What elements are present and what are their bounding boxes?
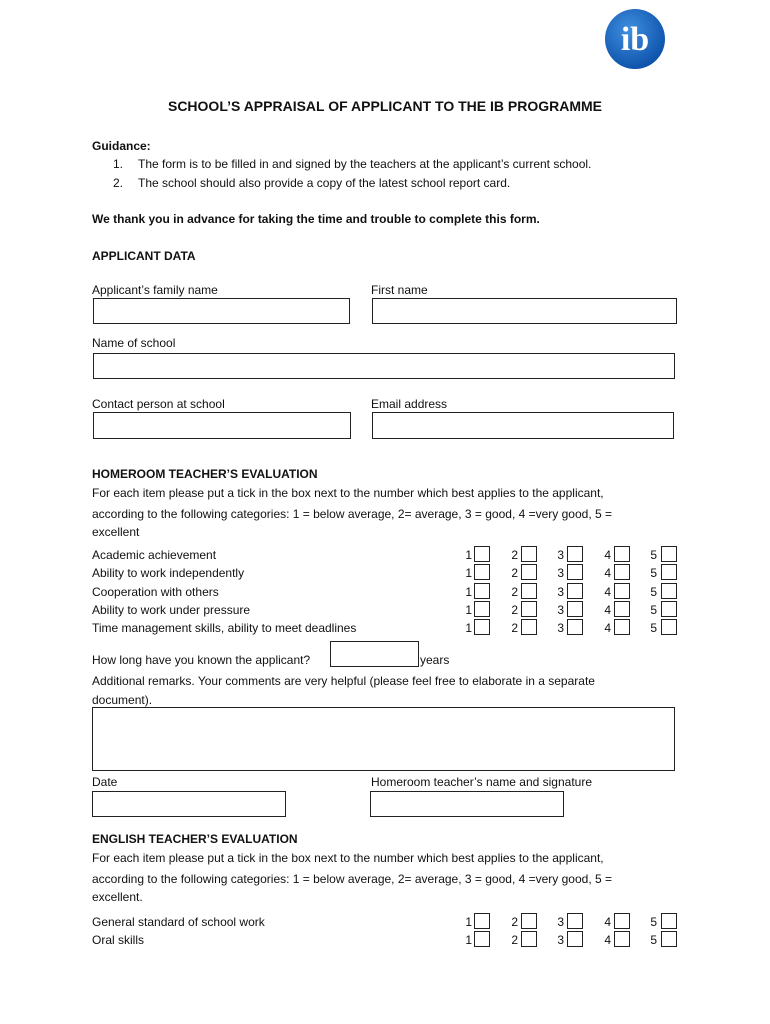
rating-checkbox[interactable]: [661, 583, 677, 599]
thanks-text: We thank you in advance for taking the time and trouble to complete this form.: [92, 212, 540, 226]
family-name-field[interactable]: [93, 298, 350, 324]
rating-checkbox[interactable]: [474, 913, 490, 929]
rating-checkbox[interactable]: [521, 931, 537, 947]
rating-number: 2: [511, 933, 518, 948]
rating-checkbox[interactable]: [521, 601, 537, 617]
signature-field[interactable]: [370, 791, 564, 817]
page-title: SCHOOL’S APPRAISAL OF APPLICANT TO THE IB PROGRAMME: [167, 98, 603, 114]
rating-number: 1: [465, 584, 472, 599]
rating-checkbox[interactable]: [474, 564, 490, 580]
rating-checkbox[interactable]: [614, 564, 630, 580]
guidance-num: 2.: [113, 176, 124, 190]
rating-number: 5: [650, 566, 657, 581]
rating-checkbox[interactable]: [474, 583, 490, 599]
guidance-item: The form is to be filled in and signed by the teachers at the applicant’s current school.: [138, 157, 592, 171]
rating-number: 4: [604, 602, 611, 617]
english-item-label: General standard of school work: [92, 915, 265, 929]
date-label: Date: [92, 775, 118, 789]
rating-number: 3: [557, 621, 564, 636]
first-name-label: First name: [371, 283, 428, 297]
rating-number: 4: [604, 548, 611, 562]
rating-checkbox[interactable]: [474, 601, 490, 617]
homeroom-item-label: Ability to work independently: [92, 566, 245, 581]
rating-checkbox[interactable]: [614, 913, 630, 929]
rating-number: 3: [557, 548, 564, 562]
rating-checkbox[interactable]: [474, 546, 490, 562]
contact-label: Contact person at school: [92, 397, 225, 411]
rating-number: 1: [465, 915, 472, 929]
rating-number: 3: [557, 566, 564, 581]
rating-checkbox[interactable]: [614, 931, 630, 947]
rating-number: 4: [604, 933, 611, 948]
rating-number: 5: [650, 602, 657, 617]
rating-number: 5: [650, 548, 657, 562]
email-label: Email address: [371, 397, 448, 411]
rating-number: 5: [650, 915, 657, 929]
rating-checkbox[interactable]: [474, 619, 490, 635]
rating-checkbox[interactable]: [567, 913, 583, 929]
years-label: years: [420, 653, 450, 667]
rating-number: 1: [465, 621, 472, 636]
rating-number: 2: [511, 621, 518, 636]
remarks-field[interactable]: [92, 707, 675, 771]
rating-checkbox[interactable]: [661, 601, 677, 617]
rating-checkbox[interactable]: [614, 601, 630, 617]
rating-number: 5: [650, 584, 657, 599]
rating-checkbox[interactable]: [521, 583, 537, 599]
rating-checkbox[interactable]: [614, 583, 630, 599]
english-instructions: according to the following categories: 1 = below average, 2= average, 3 = good, 4 =very good, 5 =: [92, 872, 613, 886]
rating-number: 4: [604, 915, 611, 929]
rating-number: 1: [465, 933, 472, 948]
rating-number: 2: [511, 602, 518, 617]
rating-checkbox[interactable]: [567, 564, 583, 580]
ib-logo-text: ib: [620, 21, 650, 58]
rating-checkbox[interactable]: [614, 619, 630, 635]
rating-checkbox[interactable]: [661, 913, 677, 929]
homeroom-item-label: Ability to work under pressure: [92, 602, 251, 617]
rating-checkbox[interactable]: [661, 931, 677, 947]
english-instructions: For each item please put a tick in the box next to the number which best applies to the applicant,: [92, 851, 604, 865]
family-name-label: Applicant’s family name: [92, 283, 218, 297]
homeroom-instructions: For each item please put a tick in the box next to the number which best applies to the applicant,: [92, 486, 604, 500]
rating-number: 4: [604, 584, 611, 599]
signature-label: Homeroom teacher’s name and signature: [371, 775, 593, 789]
rating-checkbox[interactable]: [521, 913, 537, 929]
remarks-label: Additional remarks. Your comments are very helpful (please feel free to elaborate in a separate: [92, 674, 595, 688]
rating-number: 1: [465, 602, 472, 617]
rating-checkbox[interactable]: [521, 546, 537, 562]
rating-number: 3: [557, 584, 564, 599]
rating-checkbox[interactable]: [474, 931, 490, 947]
rating-number: 5: [650, 621, 657, 636]
rating-checkbox[interactable]: [661, 564, 677, 580]
first-name-field[interactable]: [372, 298, 677, 324]
rating-checkbox[interactable]: [567, 583, 583, 599]
rating-checkbox[interactable]: [661, 619, 677, 635]
rating-number: 4: [604, 566, 611, 581]
homeroom-item-label: Time management skills, ability to meet deadlines: [92, 621, 357, 636]
rating-number: 4: [604, 621, 611, 636]
applicant-heading: APPLICANT DATA: [92, 249, 196, 263]
rating-checkbox[interactable]: [567, 601, 583, 617]
english-instructions: excellent.: [92, 890, 143, 904]
rating-number: 3: [557, 915, 564, 929]
guidance-item: The school should also provide a copy of the latest school report card.: [138, 176, 511, 190]
contact-field[interactable]: [93, 412, 351, 439]
rating-checkbox[interactable]: [567, 931, 583, 947]
homeroom-instructions: according to the following categories: 1 = below average, 2= average, 3 = good, 4 =very good, 5 =: [92, 507, 613, 521]
homeroom-item-label: Academic achievement: [92, 548, 217, 562]
guidance-num: 1.: [113, 157, 124, 171]
rating-number: 3: [557, 933, 564, 948]
rating-number: 2: [511, 548, 518, 562]
known-label: How long have you known the applicant?: [92, 653, 311, 667]
school-label: Name of school: [92, 336, 176, 350]
rating-number: 2: [511, 915, 518, 929]
homeroom-instructions: excellent: [92, 525, 140, 539]
rating-number: 2: [511, 566, 518, 581]
date-field[interactable]: [92, 791, 286, 817]
remarks-label: document).: [92, 693, 153, 707]
known-years-field[interactable]: [330, 641, 419, 667]
rating-checkbox[interactable]: [614, 546, 630, 562]
homeroom-heading: HOMEROOM TEACHER’S EVALUATION: [92, 467, 318, 481]
rating-number: 5: [650, 933, 657, 948]
guidance-heading: Guidance:: [92, 139, 151, 153]
rating-checkbox[interactable]: [567, 619, 583, 635]
ib-logo: [604, 8, 666, 70]
rating-number: 3: [557, 602, 564, 617]
school-field[interactable]: [93, 353, 675, 379]
rating-checkbox[interactable]: [521, 564, 537, 580]
english-heading: ENGLISH TEACHER’S EVALUATION: [92, 832, 298, 846]
rating-checkbox[interactable]: [661, 546, 677, 562]
rating-number: 1: [465, 548, 472, 562]
email-field[interactable]: [372, 412, 674, 439]
rating-checkbox[interactable]: [521, 619, 537, 635]
rating-number: 1: [465, 566, 472, 581]
rating-checkbox[interactable]: [567, 546, 583, 562]
rating-number: 2: [511, 584, 518, 599]
english-item-label: Oral skills: [92, 933, 145, 948]
homeroom-item-label: Cooperation with others: [92, 584, 219, 599]
